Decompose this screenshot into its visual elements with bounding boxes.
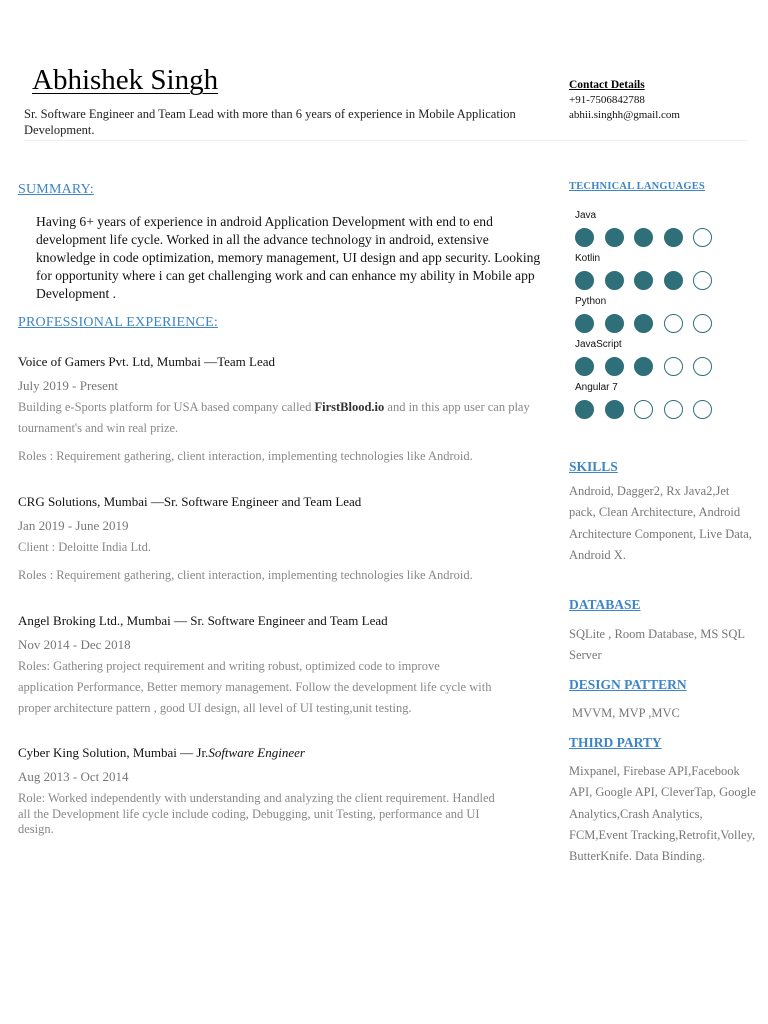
- job-title: Angel Broking Ltd., Mumbai — Sr. Software Engineer and Team Lead: [18, 613, 388, 628]
- rating-dot-filled: [664, 228, 683, 247]
- rating-dot-filled: [575, 228, 594, 247]
- job-entry: [18, 612, 538, 719]
- job-date: Jan 2019 - June 2019: [18, 518, 129, 533]
- job-entry: [18, 353, 538, 467]
- design-pattern-text: MVVM, MVP ,MVC: [572, 706, 680, 720]
- rating-dot-filled: [634, 314, 653, 333]
- job-client: Client : Deloitte India Ltd.: [18, 540, 151, 554]
- contact-details: [569, 78, 759, 123]
- contact-phone: +91-7506842788: [569, 94, 645, 106]
- rating-dot-filled: [605, 271, 624, 290]
- candidate-name: Abhishek Singh: [32, 64, 219, 96]
- job-entry: [18, 744, 538, 838]
- rating-dots: [575, 357, 723, 376]
- summary-heading: SUMMARY:: [18, 182, 94, 197]
- rating-dot-filled: [575, 271, 594, 290]
- skills-text: Android, Dagger2, Rx Java2,Jet pack, Clean Architecture, Android Architecture Component, Live Data, Android X.: [569, 484, 752, 562]
- job-title-role: Software Engineer: [208, 745, 305, 760]
- job-date: Aug 2013 - Oct 2014: [18, 769, 129, 784]
- contact-heading: Contact Details: [569, 79, 645, 91]
- rating-dot-filled: [605, 400, 624, 419]
- language-name: JavaScript: [575, 339, 622, 350]
- rating-dot-filled: [575, 357, 594, 376]
- tagline: Sr. Software Engineer and Team Lead with more than 6 years of experience in Mobile Application Development.: [24, 107, 516, 137]
- third-party-text: Mixpanel, Firebase API,Facebook API, Google API, CleverTap, Google Analytics,Crash Analytics, FCM,Event Tracking,Retrofit,Volley, ButterKnife. Data Binding.: [569, 764, 756, 864]
- rating-dot-filled: [605, 314, 624, 333]
- rating-dots: [575, 228, 723, 247]
- rating-dot-filled: [575, 400, 594, 419]
- job-title: Cyber King Solution, Mumbai — Jr.Software Engineer: [18, 745, 305, 760]
- rating-dots: [575, 271, 723, 290]
- rating-dots: [575, 400, 723, 419]
- rating-dots: [575, 314, 723, 333]
- company-highlight: FirstBlood.io: [314, 400, 385, 414]
- language-name: Java: [575, 210, 597, 221]
- experience-heading: PROFESSIONAL EXPERIENCE:: [18, 315, 218, 330]
- rating-dot-empty: [664, 400, 683, 419]
- header-divider: [24, 140, 748, 141]
- rating-dot-filled: [634, 357, 653, 376]
- rating-dot-empty: [693, 400, 712, 419]
- rating-dot-empty: [693, 271, 712, 290]
- rating-dot-filled: [605, 357, 624, 376]
- job-entry: [18, 493, 538, 586]
- language-rating: [575, 296, 723, 333]
- rating-dot-empty: [693, 357, 712, 376]
- rating-dot-empty: [664, 357, 683, 376]
- language-rating: [575, 253, 723, 290]
- rating-dot-filled: [664, 271, 683, 290]
- job-roles: Roles : Requirement gathering, client interaction, implementing technologies like Android.: [18, 568, 473, 582]
- language-rating: [575, 210, 723, 247]
- rating-dot-empty: [634, 400, 653, 419]
- rating-dot-empty: [664, 314, 683, 333]
- job-roles: Roles: Gathering project requirement and writing robust, optimized code to improve application Performance, Better memory management. Follow the development life cycle with proper architecture pattern , good UI design, all level of UI testing,unit testing.: [18, 659, 492, 715]
- skills-heading: SKILLS: [569, 459, 618, 474]
- job-title: CRG Solutions, Mumbai —Sr. Software Engineer and Team Lead: [18, 494, 362, 509]
- job-roles: Roles : Requirement gathering, client interaction, implementing technologies like Android.: [18, 449, 473, 463]
- language-rating: [575, 382, 723, 419]
- database-heading: DATABASE: [569, 597, 641, 612]
- language-name: Kotlin: [575, 253, 601, 264]
- rating-dot-filled: [634, 271, 653, 290]
- third-party-heading: THIRD PARTY: [569, 735, 662, 750]
- rating-dot-empty: [693, 314, 712, 333]
- language-name: Python: [575, 296, 607, 307]
- tech-languages-heading: TECHNICAL LANGUAGES: [569, 181, 705, 192]
- job-date: Nov 2014 - Dec 2018: [18, 637, 131, 652]
- rating-dot-filled: [575, 314, 594, 333]
- design-pattern-heading: DESIGN PATTERN: [569, 677, 687, 692]
- job-description: Building e-Sports platform for USA based company called FirstBlood.io and in this app user can play tournament's and win real prize.: [18, 400, 530, 435]
- rating-dot-empty: [693, 228, 712, 247]
- summary-text: Having 6+ years of experience in android Application Development with end to end development life cycle. Worked in all the advance technology in android, extensive knowledge in code optimization, memory management, UI design and app security. Looking for opportunity where i can get challenging work and can enhance my ability in Mobile app Development .: [36, 214, 541, 301]
- job-title: Voice of Gamers Pvt. Ltd, Mumbai —Team Lead: [18, 354, 275, 369]
- job-date: July 2019 - Present: [18, 378, 119, 393]
- rating-dot-filled: [634, 228, 653, 247]
- job-roles: Role: Worked independently with understanding and analyzing the client requirement. Handled all the Development life cycle include coding, Debugging, unit Testing, performance and UI design.: [18, 791, 495, 836]
- database-text: SQLite , Room Database, MS SQL Server: [569, 627, 745, 663]
- language-name: Angular 7: [575, 382, 618, 393]
- rating-dot-filled: [605, 228, 624, 247]
- language-rating: [575, 339, 723, 376]
- contact-email: abhii.singhh@gmail.com: [569, 109, 680, 121]
